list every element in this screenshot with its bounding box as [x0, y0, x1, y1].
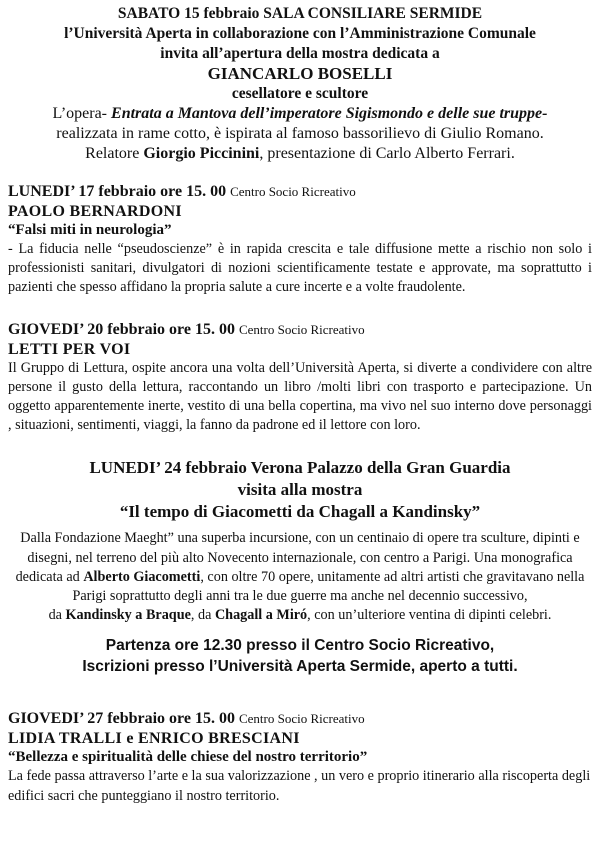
event1-invite: invita all’apertura della mostra dedicata a	[160, 45, 440, 62]
event1-rel-suffix: , presentazione di Carlo Alberto Ferrari.	[259, 145, 515, 162]
event2-heading	[8, 182, 592, 202]
event4-desc-line5	[8, 606, 592, 625]
event5-place: Centro Socio Ricreativo	[238, 711, 365, 727]
event4-description	[8, 529, 592, 625]
event1-opera-title: Entrata a Mantova dell’imperatore Sigismondo e delle sue truppe-	[111, 105, 548, 122]
event4-exhibition: “Il tempo di Giacometti da Chagall a Kandinsky”	[119, 502, 481, 522]
event5-topic: “Bellezza e spiritualità delle chiese del nostro territorio”	[8, 749, 368, 766]
event1-date-place: SABATO 15 febbraio SALA CONSILIARE SERMIDE	[117, 5, 483, 22]
event1-artist: GIANCARLO BOSELLI	[207, 64, 393, 83]
event4-date-place: LUNEDI’ 24 febbraio Verona Palazzo della Gran Guardia	[89, 458, 511, 478]
event1-opera	[8, 104, 592, 124]
event4-d3a: dedicata ad	[15, 568, 84, 585]
event5-speakers: LIDIA TRALLI e ENRICO BRESCIANI	[8, 730, 300, 748]
event4-d5a: da	[48, 607, 66, 624]
event3-title: LETTI PER VOI	[8, 340, 131, 358]
event4-desc-line4: Parigi soprattutto degli anni tra le due guerre ma anche nel decennio successivo,	[72, 588, 528, 605]
event3-place: Centro Socio Ricreativo	[238, 321, 365, 337]
event2-speaker: PAOLO BERNARDONI	[8, 203, 182, 220]
event2-text: - La fiducia nelle “pseudoscienze” è in rapida crescita e tale diffusione mette a rischio non solo i professionisti sanitari, divulgatori di nozioni scientificamente testate e approvate, ma soprattutto i pazienti che spesso affidano la propria salute a cure incerte e a volte fraudolente.	[8, 241, 592, 296]
event3-date: GIOVEDI’ 20 febbraio ore 15. 00	[8, 320, 235, 338]
event4-visit: visita alla mostra	[237, 480, 363, 500]
event-bernardoni	[8, 182, 592, 298]
event4-departure	[8, 635, 592, 677]
event-giacometti-visit	[8, 457, 592, 523]
event4-registration-line: Iscrizioni presso l’Università Aperta Sermide, aperto a tutti.	[82, 658, 518, 676]
event4-kandinsky-braque: Kandinsky a Braque	[65, 607, 191, 624]
event-boselli	[8, 4, 592, 164]
event5-text: La fede passa attraverso l’arte e la sua valorizzazione , un vero e proprio itinerario alla riscoperta degli edifici sacri che punteggiano il nostro territorio.	[8, 768, 591, 804]
event-tralli-bresciani	[8, 709, 592, 805]
event4-chagall-miro: Chagall a Miró	[214, 607, 308, 624]
event4-giacometti: Alberto Giacometti	[83, 568, 201, 585]
event4-d5c: , da	[190, 607, 215, 624]
event2-date: LUNEDI’ 17 febbraio ore 15. 00	[8, 183, 227, 200]
event3-text: Il Gruppo di Lettura, ospite ancora una volta dell’Università Aperta, si diverte a condividere con altre persone il gusto della lettura, raccontando un libro /molti libri con trasporto e partecipazione. Un oggetto apparentemente inerte, vestito di una bella copertina, ma vivo nel suo interno dove personaggi , situazioni, sentimenti, viaggi, la fanno da padrone ed il lettore con loro.	[8, 359, 592, 434]
event3-heading	[8, 320, 592, 340]
event4-desc-line3	[8, 568, 592, 587]
event1-opera-prefix: L’opera-	[52, 105, 108, 122]
event4-departure-line: Partenza ore 12.30 presso il Centro Socio Ricreativo,	[105, 637, 495, 655]
event5-heading	[8, 709, 592, 729]
event4-d3c: , con oltre 70 opere, unitamente ad altri artisti che gravitavano nella	[200, 568, 585, 585]
event4-desc-line2: disegni, nel terreno del più alto Novecento internazionale, con centro a Parigi. Una monografica	[27, 549, 573, 566]
event1-opera-desc: realizzata in rame cotto, è ispirata al famoso bassorilievo di Giulio Romano.	[56, 125, 544, 142]
event2-topic: “Falsi miti in neurologia”	[8, 222, 172, 238]
event1-relatore	[8, 144, 592, 164]
event2-place: Centro Socio Ricreativo	[230, 184, 356, 199]
event5-date: GIOVEDI’ 27 febbraio ore 15. 00	[8, 710, 235, 728]
event1-organizers: l’Università Aperta in collaborazione con l’Amministrazione Comunale	[64, 25, 536, 42]
event1-role: cesellatore e scultore	[231, 85, 369, 102]
event4-desc-line1: Dalla Fondazione Maeght” una superba incursione, con un centinaio di opere tra sculture, dipinti e	[20, 530, 580, 547]
event-letti-per-voi	[8, 320, 592, 436]
event1-rel-name: Giorgio Piccinini	[143, 145, 260, 162]
event4-d5e: , con un’ulteriore ventina di dipinti celebri.	[307, 607, 552, 624]
event1-rel-prefix: Relatore	[85, 145, 144, 162]
